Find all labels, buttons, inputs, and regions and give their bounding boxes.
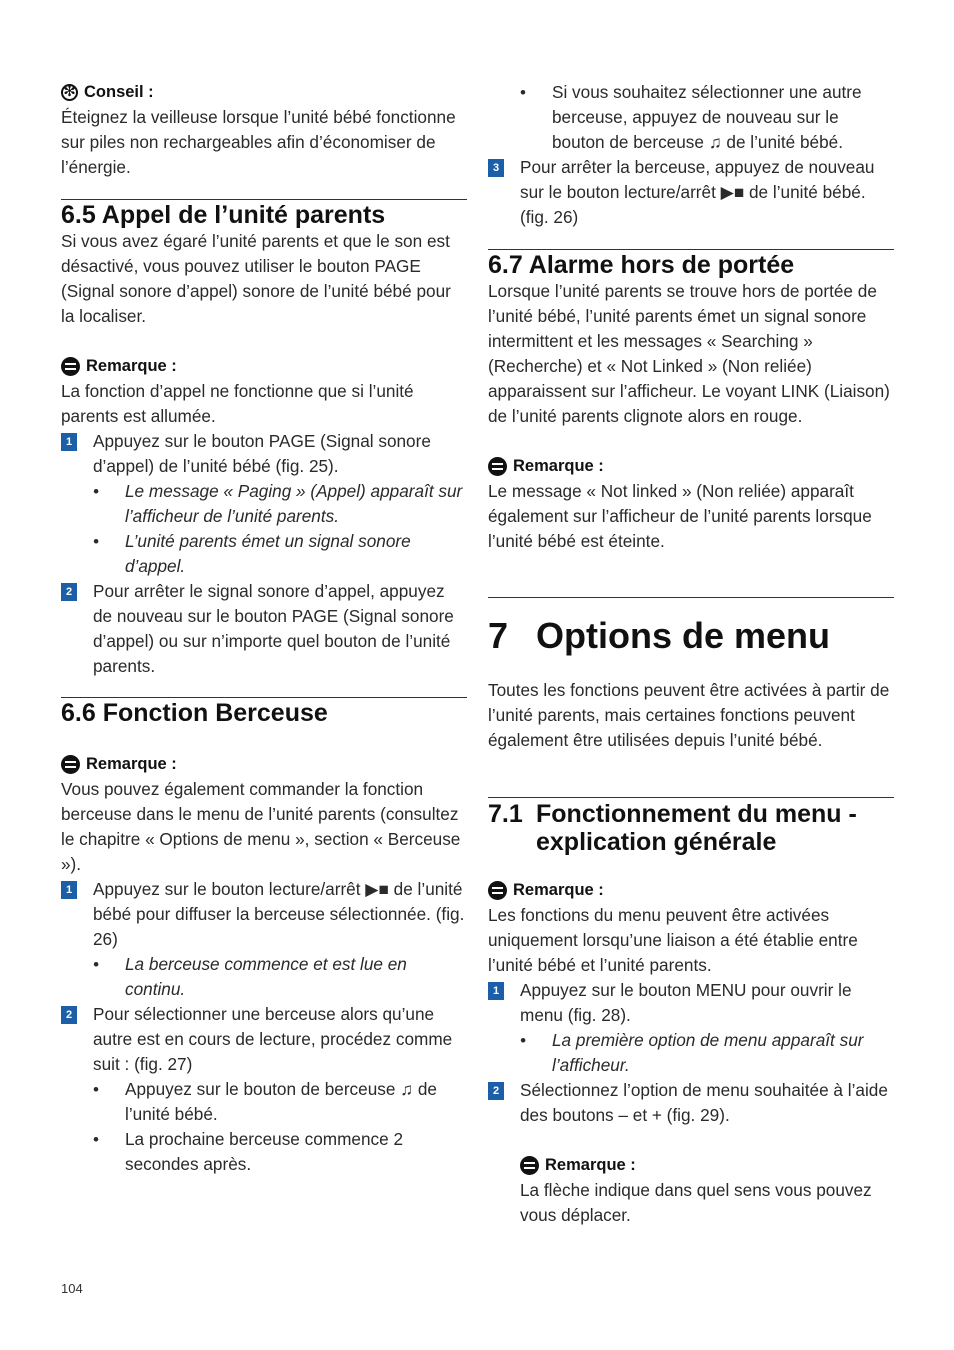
bullet-text: La berceuse commence et est lue en continu.	[125, 954, 407, 999]
note-text: Le message « Not linked » (Non reliée) apparaît également sur l’afficheur de l’unité parents lorsque l’unité bébé est éteinte.	[488, 481, 872, 551]
note-icon	[488, 457, 507, 476]
note-icon	[488, 881, 507, 900]
bullet-marker: •	[93, 1130, 99, 1149]
chapter-7	[488, 614, 894, 658]
list-item	[488, 80, 894, 155]
section-7-1	[488, 800, 894, 1228]
note-text: Les fonctions du menu peuvent être activées uniquement lorsqu’une liaison a été établie entre l’unité bébé et l’unité parents.	[488, 905, 858, 975]
list-item	[61, 1077, 467, 1127]
note-heading	[488, 878, 894, 903]
sparkle-icon: ✻	[61, 84, 78, 101]
bullet-marker: •	[93, 1080, 99, 1099]
bullet-text: Si vous souhaitez sélectionner une autre berceuse, appuyez de nouveau sur le bouton de berceuse ♫ de l’unité bébé.	[552, 82, 862, 152]
note-icon	[61, 357, 80, 376]
list-item	[61, 1127, 467, 1177]
bullet-marker: •	[93, 955, 99, 974]
step-text: Appuyez sur le bouton PAGE (Signal sonore d’appel) de l’unité bébé (fig. 25).	[93, 431, 431, 476]
step-number-badge: 2	[61, 1006, 77, 1024]
section-title-text: Fonctionnement du menu - explication générale	[536, 800, 857, 856]
note-heading	[488, 454, 894, 479]
step-1	[61, 429, 467, 479]
step-text: Pour arrêter la berceuse, appuyez de nouveau sur le bouton lecture/arrêt ▶■ de l’unité bébé. (fig. 26)	[520, 157, 875, 227]
bullet-text: L’unité parents émet un signal sonore d’appel.	[125, 531, 411, 576]
bullet-marker: •	[93, 482, 99, 501]
bullet-marker: •	[520, 83, 526, 102]
section-intro: Lorsque l’unité parents se trouve hors de portée de l’unité bébé, l’unité parents émet un signal sonore intermittent et les messages « Searching » (Recherche) et « Not Linked » (Non reliée) apparaissent sur l’afficheur. Le voyant LINK (Liaison) de l’unité parents clignote alors en rouge.	[488, 281, 890, 426]
note-label: Remarque :	[513, 457, 604, 475]
note-icon	[520, 1156, 539, 1175]
bullet-marker: •	[93, 532, 99, 551]
tip-block	[61, 80, 467, 180]
chapter-number: 7	[488, 615, 509, 656]
list-item	[488, 1028, 894, 1078]
chapter-title	[488, 614, 894, 658]
step-text: Pour sélectionner une berceuse alors qu’une autre est en cours de lecture, procédez comme suit : (fig. 27)	[93, 1004, 453, 1074]
note-icon	[61, 755, 80, 774]
note-label: Remarque :	[545, 1156, 636, 1174]
chapter-intro: Toutes les fonctions peuvent être activées à partir de l’unité parents, mais certaines fonctions peuvent également être utilisées depuis l’unité bébé.	[488, 680, 890, 750]
step-3	[488, 155, 894, 230]
section-6-7	[488, 251, 894, 554]
note-heading	[520, 1153, 894, 1178]
bullet-text: Appuyez sur le bouton de berceuse ♫ de l’unité bébé.	[125, 1079, 437, 1124]
step-text: Sélectionnez l’option de menu souhaitée à l’aide des boutons – et + (fig. 29).	[520, 1080, 888, 1125]
section-title	[488, 800, 894, 856]
step-2	[61, 579, 467, 679]
chapter-title-text: Options de menu	[536, 615, 831, 656]
section-title	[61, 201, 467, 229]
list-item	[61, 529, 467, 579]
section-title-text: Fonction Berceuse	[102, 699, 328, 727]
list-item	[61, 479, 467, 529]
note-heading	[61, 752, 467, 777]
continued-steps	[488, 80, 894, 230]
note-label: Remarque :	[513, 881, 604, 899]
step-2	[488, 1078, 894, 1128]
step-number-badge: 2	[61, 583, 77, 601]
section-6-6	[61, 699, 467, 1177]
tip-label: Conseil :	[84, 83, 154, 101]
chapter-intro-block	[488, 678, 894, 753]
step-number-badge: 1	[488, 982, 504, 1000]
list-item	[61, 952, 467, 1002]
page-number: 104	[61, 1281, 83, 1296]
step-number-badge: 1	[61, 881, 77, 899]
note-text: La fonction d’appel ne fonctionne que si l’unité parents est allumée.	[61, 381, 414, 426]
section-intro: Si vous avez égaré l’unité parents et que le son est désactivé, vous pouvez utiliser le bouton PAGE (Signal sonore d’appel) sonore de l’unité bébé pour la localiser.	[61, 231, 451, 326]
section-number: 7.1	[488, 800, 523, 828]
bullet-marker: •	[520, 1031, 526, 1050]
section-divider	[61, 199, 467, 200]
step-2	[61, 1002, 467, 1077]
step-text: Appuyez sur le bouton MENU pour ouvrir le menu (fig. 28).	[520, 980, 852, 1025]
step-number-badge: 2	[488, 1082, 504, 1100]
step-1	[488, 978, 894, 1028]
bullet-text: La prochaine berceuse commence 2 secondes après.	[125, 1129, 404, 1174]
section-title	[488, 251, 894, 279]
tip-heading	[61, 80, 467, 105]
tip-text: Éteignez la veilleuse lorsque l’unité bébé fonctionne sur piles non rechargeables afin d’économiser de l’énergie.	[61, 107, 456, 177]
section-title	[61, 699, 467, 727]
section-divider	[488, 249, 894, 250]
section-number: 6.6	[61, 699, 96, 727]
note-text: La flèche indique dans quel sens vous pouvez vous déplacer.	[520, 1180, 872, 1225]
step-1	[61, 877, 467, 952]
step-text: Appuyez sur le bouton lecture/arrêt ▶■ de l’unité bébé pour diffuser la berceuse sélectionnée. (fig. 26)	[93, 879, 465, 949]
section-number: 6.5	[61, 201, 96, 229]
note-label: Remarque :	[86, 357, 177, 375]
section-divider	[488, 797, 894, 798]
step-text: Pour arrêter le signal sonore d’appel, appuyez de nouveau sur le bouton PAGE (Signal sonore d’appel) ou sur n’importe quel bouton de l’unité parents.	[93, 581, 454, 676]
step-number-badge: 3	[488, 159, 504, 177]
section-title-text: Appel de l’unité parents	[101, 201, 386, 229]
chapter-divider	[488, 597, 894, 598]
indented-note	[488, 1153, 894, 1228]
section-title-text: Alarme hors de portée	[528, 251, 795, 279]
section-6-5	[61, 201, 467, 679]
section-divider	[61, 697, 467, 698]
note-text: Vous pouvez également commander la fonction berceuse dans le menu de l’unité parents (consultez le chapitre « Options de menu », section « Berceuse »).	[61, 779, 461, 874]
bullet-text: La première option de menu apparaît sur l’afficheur.	[552, 1030, 864, 1075]
bullet-text: Le message « Paging » (Appel) apparaît sur l’afficheur de l’unité parents.	[125, 481, 463, 526]
note-heading	[61, 354, 467, 379]
section-number: 6.7	[488, 251, 523, 279]
step-number-badge: 1	[61, 433, 77, 451]
note-label: Remarque :	[86, 755, 177, 773]
